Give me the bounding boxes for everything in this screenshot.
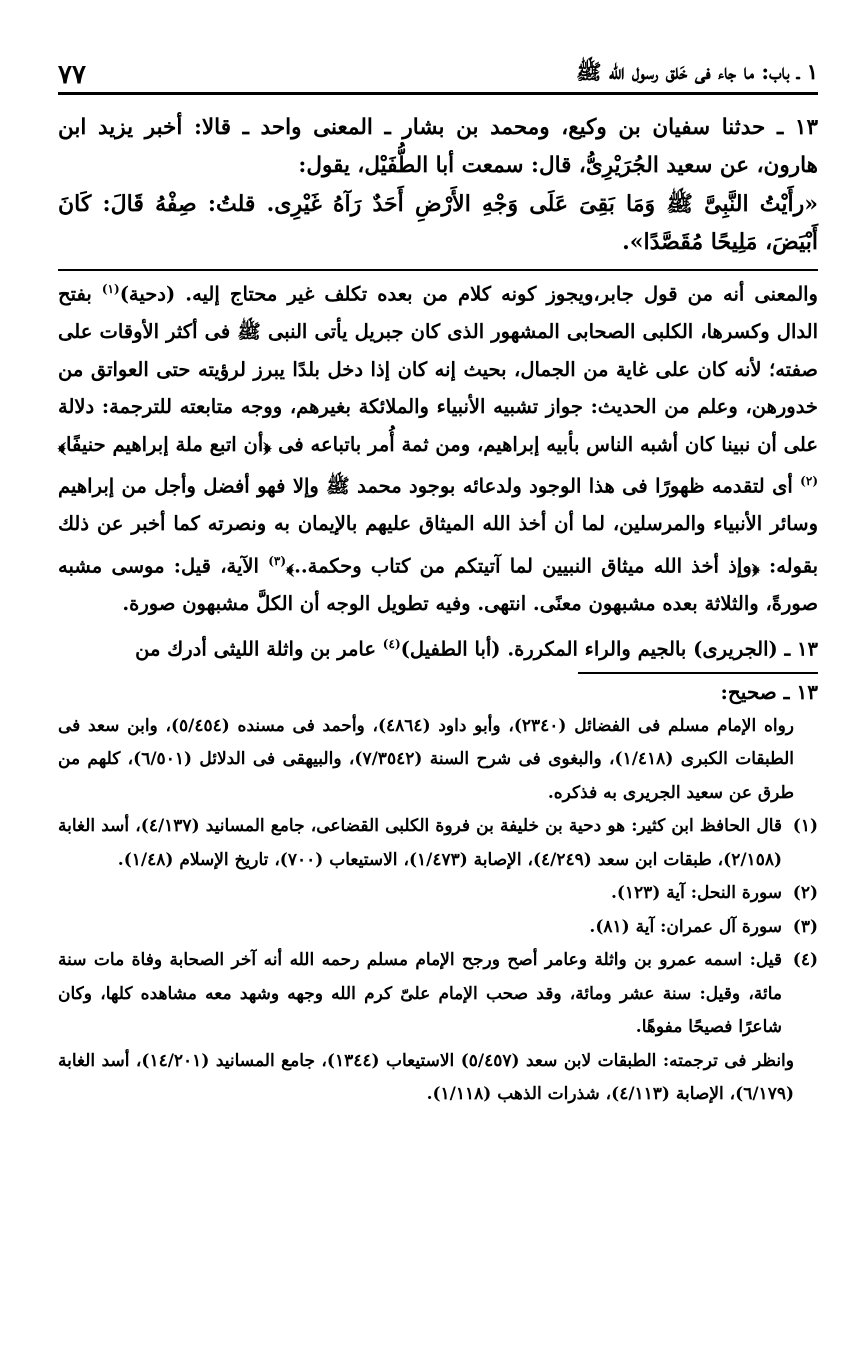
footnote-ref: (٣): [268, 553, 287, 568]
page-header: [58, 54, 818, 95]
footnote-extra: وانظر فى ترجمته: الطبقات لابن سعد (٥/٤٥٧) الاستيعاب (١٣٤٤)، جامع المسانيد (١٤/٢٠١)، أسد الغابة (٦/١٧٩)، الإصابة (٤/١١٣)، شذرات الذهب (١/١١٨).: [58, 1050, 794, 1104]
commentary-paragraph: ١٣ ـ (الجريرى) بالجيم والراء المكررة. (أبا الطفيل)$^{(٤)}$ عامر بن واثلة الليثى أدرك من: [135, 637, 818, 661]
footnotes: [58, 676, 818, 1112]
footnote-ref: (٤): [382, 637, 401, 651]
page-number: ٧٧: [58, 60, 86, 90]
footnote-item: (٣) سورة آل عمران: آية (٨١).: [589, 916, 818, 937]
hadith-isnad: ١٣ ـ حدثنا سفيان بن وكيع، ومحمد بن بشار ـ المعنى واحد ـ قالا: أخبر يزيد ابن هارون، عن سعيد الجُرَيْرِىُّ، قال: سمعت أبا الطُّفَيْل، يقول:: [58, 115, 818, 178]
commentary-paragraph: والمعنى أنه من قول جابر،ويجوز كونه كلام من بعده تكلف غير محتاج إليه. (دحية)$^{(١)}$ بفتح الدال وكسرها، الكلبى الصحابى المشهور الذى كان جبريل يأتى النبى ﷺ فى أكثر الأوقات على صفته؛ لأنه كان على غاية من الجمال، بحيث إنه كان إذا دخل بلدًا يبرز لرؤيته حتى العواتق من خدورهن، وعلم من الحديث: جواز تشبيه الأنبياء والملائكة بغيرهم، ووجه متابعته للترجمة: دلالة على أن نبينا كان أشبه الناس بأبيه إبراهيم، ومن ثمة أُمر باتباعه فى ﴿أن اتبع ملة إبراهيم حنيفًا﴾$^{(٢)}$ أى لتقدمه ظهورًا فى هذا الوجود ولدعائه بوجود محمد ﷺ وإلا فهو أفضل وأجل من إبراهيم وسائر الأنبياء والمرسلين، لما أن أخذ الله الميثاق عليهم بالإيمان به ونصرته كما أخبر عن ذلك بقوله: ﴿وإذ أخذ الله ميثاق النبيين لما آتيتكم من كتاب وحكمة..﴾$^{(٣)}$ الآية، قيل: موسى مشبه صورةً، والثلاثة بعده مشبهون معنًى. انتهى. وفيه تطويل الوجه أن الكلَّ مشبهون صورة.: [58, 282, 818, 615]
commentary: [58, 271, 818, 668]
takhrij-text: رواه الإمام مسلم فى الفضائل (٢٣٤٠)، وأبو داود (٤٨٦٤)، وأحمد فى مسنده (٥/٤٥٤)، وابن سعد فى الطبقات الكبرى (١/٤١٨)، والبغوى فى شرح السنة (٧/٣٥٤٢)، والبيهقى فى الدلائل (٦/٥٠١)، كلهم من طرق عن سعيد الجريرى به فذكره.: [58, 715, 794, 803]
chapter-title: ١ ـ باب: ما جاء فى خَلق رسول الله ﷺ: [576, 59, 818, 84]
hadith-matn: «رأَيْتُ النَّبِىَّ ﷺ وَمَا بَقِىَ عَلَى وَجْهِ الأَرْضِ أَحَدٌ رَآهُ غَيْرِى. قلتُ: صِفْهُ قَالَ: كَانَ أَبْيَضَ، مَلِيحًا مُقَصَّدًا».: [58, 191, 818, 255]
footnote-separator: [578, 672, 818, 674]
footnote-title: ١٣ ـ صحيح:: [720, 680, 818, 704]
footnote-item: (٤) قيل: اسمه عمرو بن واثلة وعامر أصح ورجح الإمام مسلم رحمه الله أنه آخر الصحابة وفاة مات سنة مائة، وقيل: سنة عشر ومائة، وقد صحب الإمام علىّ كرم الله وجهه وشهد معه مشاهده كلها، وكان شاعرًا فصيحًا مفوهًا.: [58, 950, 818, 1037]
hadith-text: [58, 109, 818, 261]
footnote-ref: (١): [101, 282, 120, 296]
book-page: [58, 54, 818, 1112]
footnote-item: (٢) سورة النحل: آية (١٢٣).: [610, 883, 818, 903]
footnote-ref: (٢): [800, 474, 818, 488]
footnote-item: (١) قال الحافظ ابن كثير: هو دحية بن خليفة بن فروة الكلبى القضاعى، جامع المسانيد (٤/١٣٧)، أسد الغابة (٢/١٥٨)، طبقات ابن سعد (٤/٢٤٩)، الإصابة (١/٤٧٣)، الاستيعاب (٧٠٠)، تاريخ الإسلام (١/٤٨).: [58, 816, 818, 870]
